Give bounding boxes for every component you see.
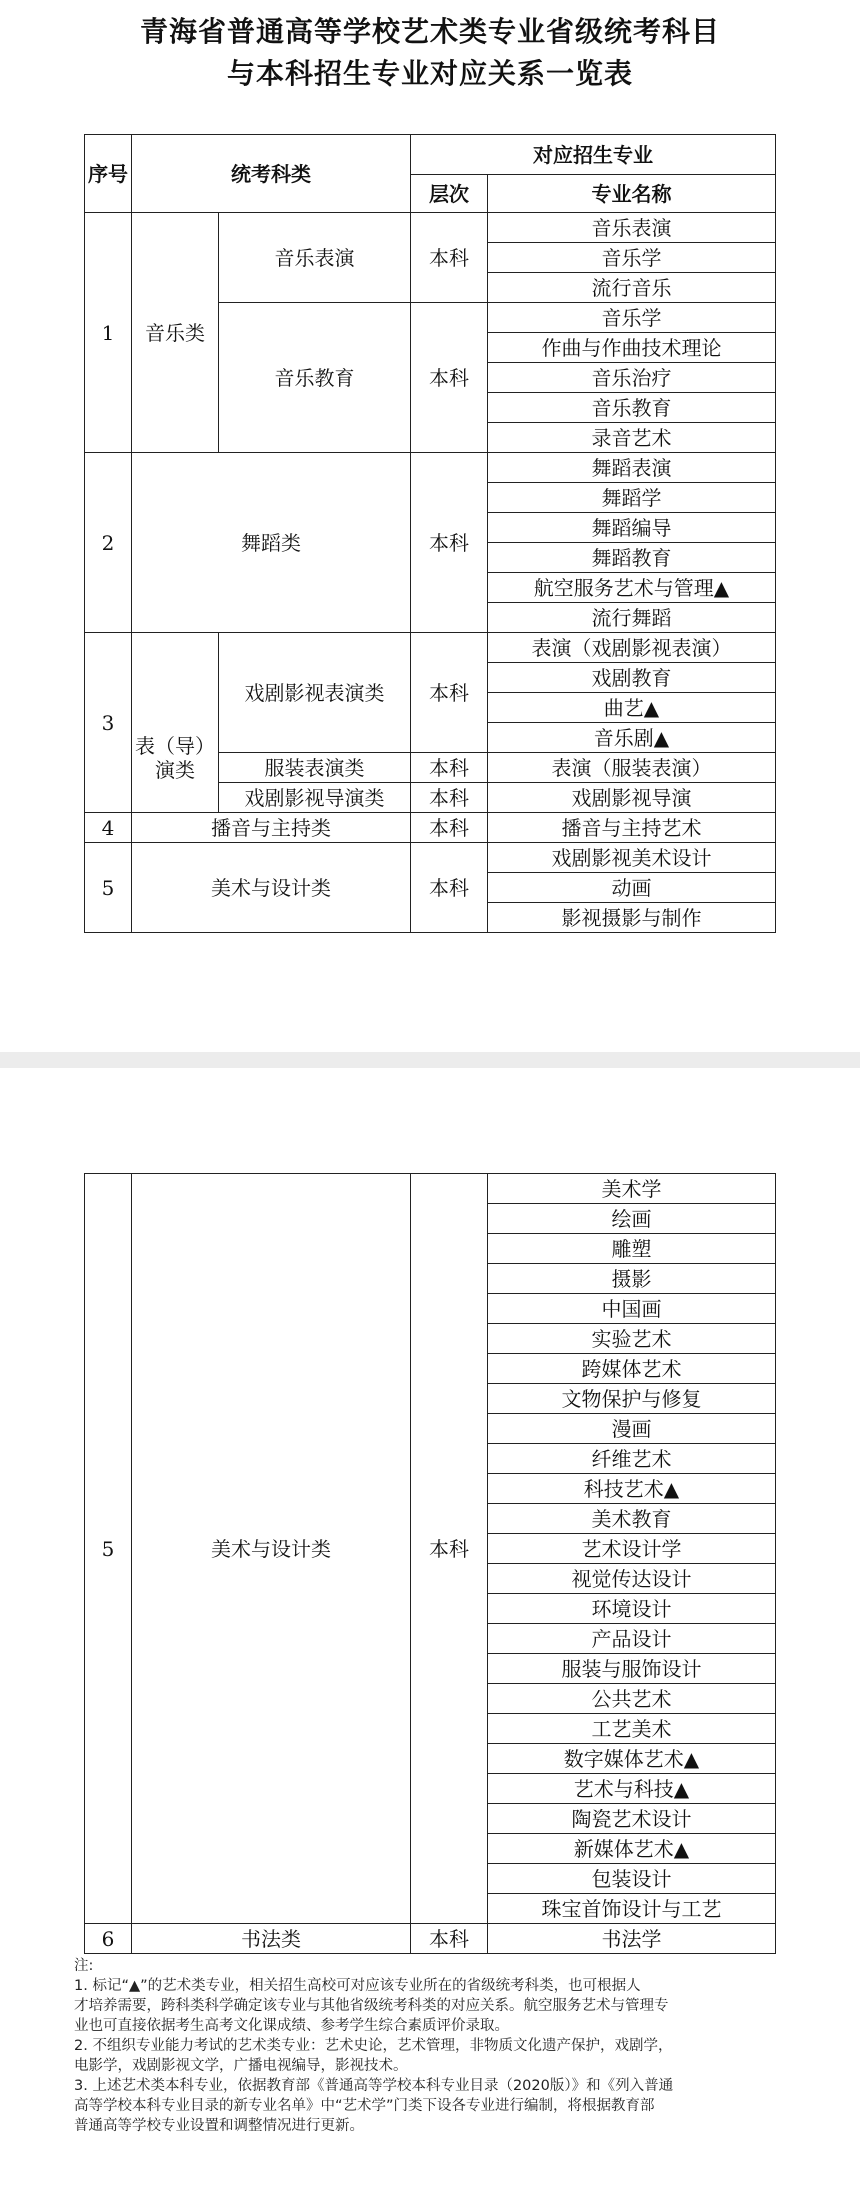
category-cell: 美术与设计类: [132, 843, 411, 933]
correspondence-table-continued: [84, 1173, 776, 1954]
level-cell: 本科: [411, 453, 488, 633]
category-cell: 表（导）演类: [132, 633, 219, 813]
subcategory-cell: 服装表演类: [219, 753, 411, 783]
header-subject: 统考科类: [132, 135, 411, 213]
major-cell: 舞蹈教育: [488, 543, 776, 573]
major-cell: 艺术与科技▲: [488, 1774, 776, 1804]
level-cell: 本科: [411, 213, 488, 303]
seq-cell: 5: [85, 843, 132, 933]
level-cell: 本科: [411, 1924, 488, 1954]
header-corresponding-majors: 对应招生专业: [411, 135, 776, 175]
seq-cell: 1: [85, 213, 132, 453]
seq-cell: 2: [85, 453, 132, 633]
major-cell: 流行音乐: [488, 273, 776, 303]
major-cell: 环境设计: [488, 1594, 776, 1624]
major-cell: 产品设计: [488, 1624, 776, 1654]
seq-cell: 3: [85, 633, 132, 813]
major-cell: 表演（服装表演）: [488, 753, 776, 783]
document-title-line-2: 与本科招生专业对应关系一览表: [226, 57, 633, 90]
subcategory-cell: 音乐教育: [219, 303, 411, 453]
major-cell: 影视摄影与制作: [488, 903, 776, 933]
seq-cell: 5: [85, 1174, 132, 1924]
major-cell: 科技艺术▲: [488, 1474, 776, 1504]
major-cell: 跨媒体艺术: [488, 1354, 776, 1384]
notes-label: 注:: [74, 1958, 94, 1974]
major-cell: 录音艺术: [488, 423, 776, 453]
note-line: 业也可直接依据考生高考文化课成绩、参考学生综合素质评价录取。: [74, 2018, 509, 2034]
page-2: [0, 1068, 860, 2193]
document-title-line-1: 青海省普通高等学校艺术类专业省级统考科目: [139, 15, 720, 48]
major-cell: 纤维艺术: [488, 1444, 776, 1474]
major-cell: 作曲与作曲技术理论: [488, 333, 776, 363]
major-cell: 流行舞蹈: [488, 603, 776, 633]
major-cell: 艺术设计学: [488, 1534, 776, 1564]
major-cell: 陶瓷艺术设计: [488, 1804, 776, 1834]
major-cell: 音乐学: [488, 303, 776, 333]
major-cell: 包装设计: [488, 1864, 776, 1894]
major-cell: 音乐剧▲: [488, 723, 776, 753]
page-1: [0, 0, 860, 1052]
level-cell: 本科: [411, 1174, 488, 1924]
major-cell: 戏剧教育: [488, 663, 776, 693]
category-cell: 书法类: [132, 1924, 411, 1954]
subcategory-cell: 戏剧影视导演类: [219, 783, 411, 813]
major-cell: 音乐治疗: [488, 363, 776, 393]
major-cell: 曲艺▲: [488, 693, 776, 723]
major-cell: 公共艺术: [488, 1684, 776, 1714]
notes: [74, 1956, 804, 2136]
subcategory-cell: 音乐表演: [219, 213, 411, 303]
header-level: 层次: [411, 175, 488, 213]
major-cell: 美术教育: [488, 1504, 776, 1534]
major-cell: 戏剧影视美术设计: [488, 843, 776, 873]
correspondence-table: [84, 134, 776, 933]
major-cell: 播音与主持艺术: [488, 813, 776, 843]
note-line: 电影学，戏剧影视文学，广播电视编导，影视技术。: [74, 2058, 408, 2074]
note-line: 高等学校本科专业目录的新专业名单》中“艺术学”门类下设各专业进行编制，将根据教育部: [74, 2098, 655, 2114]
major-cell: 舞蹈表演: [488, 453, 776, 483]
major-cell: 戏剧影视导演: [488, 783, 776, 813]
major-cell: 新媒体艺术▲: [488, 1834, 776, 1864]
major-cell: 音乐教育: [488, 393, 776, 423]
header-seq: 序号: [85, 135, 132, 213]
major-cell: 服装与服饰设计: [488, 1654, 776, 1684]
level-cell: 本科: [411, 303, 488, 453]
note-line: 1. 标记“▲”的艺术类专业，相关招生高校可对应该专业所在的省级统考科类，也可根据人: [74, 1978, 641, 1994]
major-cell: 珠宝首饰设计与工艺: [488, 1894, 776, 1924]
header-major-name: 专业名称: [488, 175, 776, 213]
note-line: 才培养需要，跨科类科学确定该专业与其他省级统考科类的对应关系。航空服务艺术与管理专: [74, 1998, 669, 2014]
major-cell: 动画: [488, 873, 776, 903]
note-line: 普通高等学校专业设置和调整情况进行更新。: [74, 2118, 364, 2134]
subcategory-cell: 戏剧影视表演类: [219, 633, 411, 753]
category-cell: 音乐类: [132, 213, 219, 453]
level-cell: 本科: [411, 633, 488, 753]
level-cell: 本科: [411, 813, 488, 843]
page-separator: [0, 1052, 860, 1068]
level-cell: 本科: [411, 843, 488, 933]
major-cell: 实验艺术: [488, 1324, 776, 1354]
category-cell: 美术与设计类: [132, 1174, 411, 1924]
major-cell: 舞蹈编导: [488, 513, 776, 543]
major-cell: 音乐表演: [488, 213, 776, 243]
major-cell: 数字媒体艺术▲: [488, 1744, 776, 1774]
major-cell: 书法学: [488, 1924, 776, 1954]
major-cell: 雕塑: [488, 1234, 776, 1264]
major-cell: 工艺美术: [488, 1714, 776, 1744]
level-cell: 本科: [411, 783, 488, 813]
seq-cell: 4: [85, 813, 132, 843]
major-cell: 文物保护与修复: [488, 1384, 776, 1414]
level-cell: 本科: [411, 753, 488, 783]
major-cell: 舞蹈学: [488, 483, 776, 513]
major-cell: 表演（戏剧影视表演）: [488, 633, 776, 663]
category-cell: 播音与主持类: [132, 813, 411, 843]
major-cell: 音乐学: [488, 243, 776, 273]
major-cell: 中国画: [488, 1294, 776, 1324]
major-cell: 绘画: [488, 1204, 776, 1234]
major-cell: 美术学: [488, 1174, 776, 1204]
seq-cell: 6: [85, 1924, 132, 1954]
major-cell: 摄影: [488, 1264, 776, 1294]
category-cell: 舞蹈类: [132, 453, 411, 633]
major-cell: 航空服务艺术与管理▲: [488, 573, 776, 603]
note-line: 2. 不组织专业能力考试的艺术类专业：艺术史论，艺术管理，非物质文化遗产保护，戏剧学，: [74, 2038, 673, 2054]
major-cell: 视觉传达设计: [488, 1564, 776, 1594]
major-cell: 漫画: [488, 1414, 776, 1444]
note-line: 3. 上述艺术类本科专业，依据教育部《普通高等学校本科专业目录（2020版）》和《列入普通: [74, 2078, 674, 2094]
